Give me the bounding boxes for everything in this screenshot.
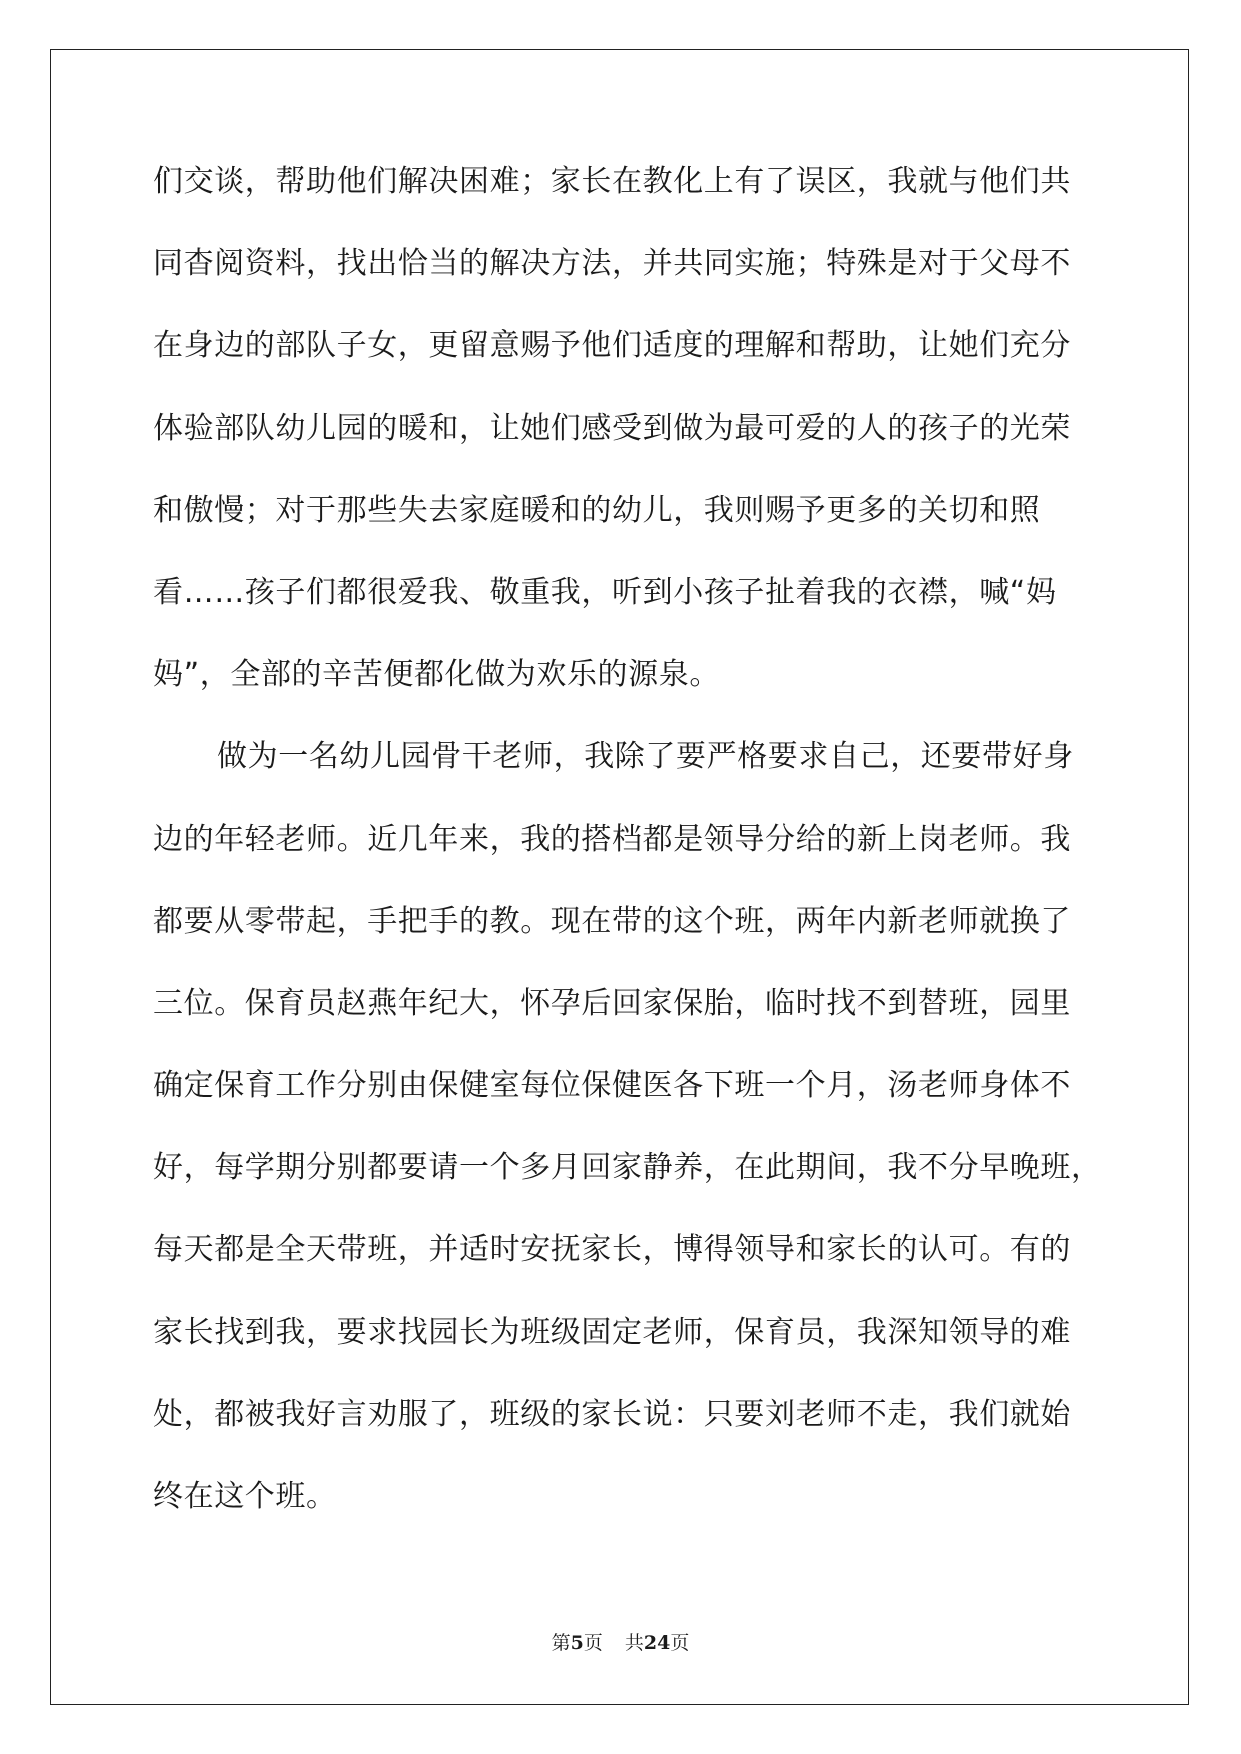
paragraph-start-line: 做为一名幼儿园骨干老师，我除了要严格要求自己，还要带好身 — [217, 739, 1074, 775]
text-line: 每天都是全天带班，并适时安抚家长，博得领导和家长的认可。有的 — [153, 1232, 1071, 1268]
page-prefix: 第 — [551, 1632, 571, 1654]
text-line: 们交谈，帮助他们解决困难；家长在教化上有了误区，我就与他们共 — [153, 164, 1071, 199]
text-line: 好，每学期分别都要请一个多月回家静养，在此期间，我不分早晚班， — [153, 1150, 1102, 1186]
text-line: 和傲慢；对于那些失去家庭暖和的幼儿，我则赐予更多的关切和照 — [153, 492, 1041, 528]
total-pages: 24 — [643, 1632, 671, 1654]
text-line: 三位。保育员赵燕年纪大，怀孕后回家保胎，临时找不到替班，园里 — [153, 985, 1071, 1021]
document-body — [153, 162, 1113, 1559]
text-line: 同杳阅资料，找出恰当的解决方法，并共同实施；特殊是对于父母不 — [153, 246, 1071, 282]
total-suffix: 页 — [670, 1632, 690, 1654]
page-number: 5 — [570, 1632, 584, 1654]
page-suffix: 页 — [583, 1632, 603, 1654]
text-line: 确定保育工作分别由保健室每位保健医各下班一个月，汤老师身体不 — [153, 1068, 1071, 1104]
text-line: 体验部队幼儿园的暖和，让她们感受到做为最可爱的人的孩子的光荣 — [153, 410, 1071, 446]
text-line: 终在这个班。 — [153, 1479, 337, 1514]
text-line: 妈”，全部的辛苦便都化做为欢乐的源泉。 — [153, 657, 720, 693]
total-prefix: 共 — [624, 1632, 644, 1654]
text-line: 看……孩子们都很爱我、敬重我，听到小孩子扯着我的衣襟，喊“妈 — [153, 574, 1057, 610]
text-line: 家长找到我，要求找园长为班级固定老师，保育员，我深知领导的难 — [153, 1314, 1071, 1350]
text-line: 都要从零带起，手把手的教。现在带的这个班，两年内新老师就换了 — [153, 903, 1071, 939]
text-line: 边的年轻老师。近几年来，我的搭档都是领导分给的新上岗老师。我 — [153, 821, 1071, 857]
text-line: 在身边的部队子女，更留意赐予他们适度的理解和帮助，让她们充分 — [153, 328, 1071, 364]
page-footer — [0, 1628, 1241, 1655]
text-line: 处，都被我好言劝服了，班级的家长说：只要刘老师不走，我们就始 — [153, 1396, 1071, 1432]
